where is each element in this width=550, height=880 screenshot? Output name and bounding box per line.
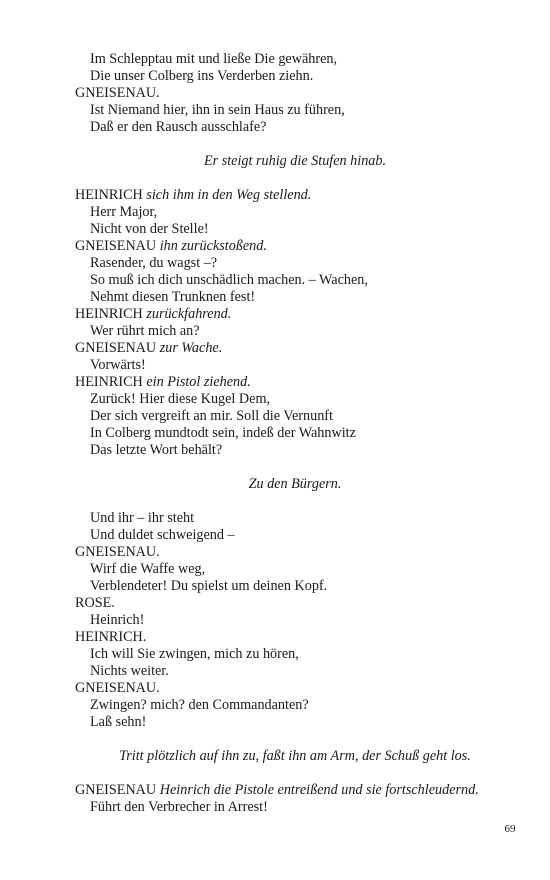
speaker-name: HEINRICH <box>75 306 143 322</box>
speaker-line <box>75 85 515 102</box>
speaker-name: ROSE. <box>75 595 115 611</box>
verse-line: Zwingen? mich? den Commandanten? <box>90 697 309 713</box>
verse-line: Nehmt diesen Trunknen fest! <box>90 289 256 305</box>
speaker-line <box>75 340 515 357</box>
speaker-line <box>75 544 515 561</box>
stage-direction: Tritt plötzlich auf ihn zu, faßt ihn am Arm, der Schuß geht los. <box>119 748 471 764</box>
blank-line <box>75 136 515 153</box>
verse-line: Und ihr – ihr steht <box>90 510 195 526</box>
verse-line: Die unser Colberg ins Verderben ziehn. <box>90 68 314 84</box>
verse-line: Wirf die Waffe weg, <box>90 561 206 577</box>
verse-line: Und duldet schweigend – <box>90 527 235 543</box>
speaker-name: GNEISENAU <box>75 238 157 254</box>
speaker-name: HEINRICH. <box>75 629 147 645</box>
speaker-direction: ihn zurückstoßend. <box>159 238 267 254</box>
verse-line: Heinrich! <box>90 612 145 628</box>
verse-line: Nichts weiter. <box>90 663 169 679</box>
blank-line <box>75 731 515 748</box>
speaker-name: HEINRICH <box>75 187 143 203</box>
verse-line: Laß sehn! <box>90 714 147 730</box>
speaker-name: GNEISENAU. <box>75 680 160 696</box>
speaker-name: GNEISENAU <box>75 782 157 798</box>
speaker-line <box>75 374 515 391</box>
stage-direction: Zu den Bürgern. <box>248 476 342 492</box>
blank-line <box>75 170 515 187</box>
speaker-name: GNEISENAU. <box>75 85 160 101</box>
verse-line: Verblendeter! Du spielst um deinen Kopf. <box>90 578 328 594</box>
verse-line: Herr Major, <box>90 204 158 220</box>
blank-line <box>75 459 515 476</box>
speaker-direction: sich ihm in den Weg stellend. <box>146 187 312 203</box>
verse-line: So muß ich dich unschädlich machen. – Wachen, <box>90 272 368 288</box>
speaker-line <box>75 595 515 612</box>
speaker-name: HEINRICH <box>75 374 143 390</box>
speaker-line <box>75 629 515 646</box>
verse-line: Ich will Sie zwingen, mich zu hören, <box>90 646 299 662</box>
page-number: 69 <box>504 823 516 835</box>
speaker-direction: zur Wache. <box>159 340 223 356</box>
verse-line: Wer rührt mich an? <box>90 323 200 339</box>
verse-line: Das letzte Wort behält? <box>90 442 223 458</box>
blank-line <box>75 765 515 782</box>
verse-line: Führt den Verbrecher in Arrest! <box>90 799 268 815</box>
speaker-line <box>75 238 515 255</box>
verse-line: Der sich vergreift an mir. Soll die Vernunft <box>90 408 333 424</box>
page-text <box>75 51 515 816</box>
verse-line: Daß er den Rausch ausschlafe? <box>90 119 267 135</box>
speaker-direction: Heinrich die Pistole entreißend und sie fortschleudernd. <box>159 782 479 798</box>
verse-line: Nicht von der Stelle! <box>90 221 209 237</box>
speaker-name: GNEISENAU. <box>75 544 160 560</box>
verse-line: Vorwärts! <box>90 357 146 373</box>
verse-line: Zurück! Hier diese Kugel Dem, <box>90 391 271 407</box>
blank-line <box>75 493 515 510</box>
verse-line: Rasender, du wagst –? <box>90 255 218 271</box>
verse-line: In Colberg mundtodt sein, indeß der Wahnwitz <box>90 425 356 441</box>
speaker-line <box>75 782 515 799</box>
verse-line: Ist Niemand hier, ihn in sein Haus zu führen, <box>90 102 345 118</box>
speaker-direction: ein Pistol ziehend. <box>146 374 251 390</box>
speaker-line <box>75 680 515 697</box>
stage-direction: Er steigt ruhig die Stufen hinab. <box>203 153 387 169</box>
speaker-name: GNEISENAU <box>75 340 157 356</box>
verse-line: Im Schlepptau mit und ließe Die gewähren, <box>90 51 338 67</box>
speaker-line <box>75 306 515 323</box>
speaker-direction: zurückfahrend. <box>146 306 232 322</box>
speaker-line <box>75 187 515 204</box>
